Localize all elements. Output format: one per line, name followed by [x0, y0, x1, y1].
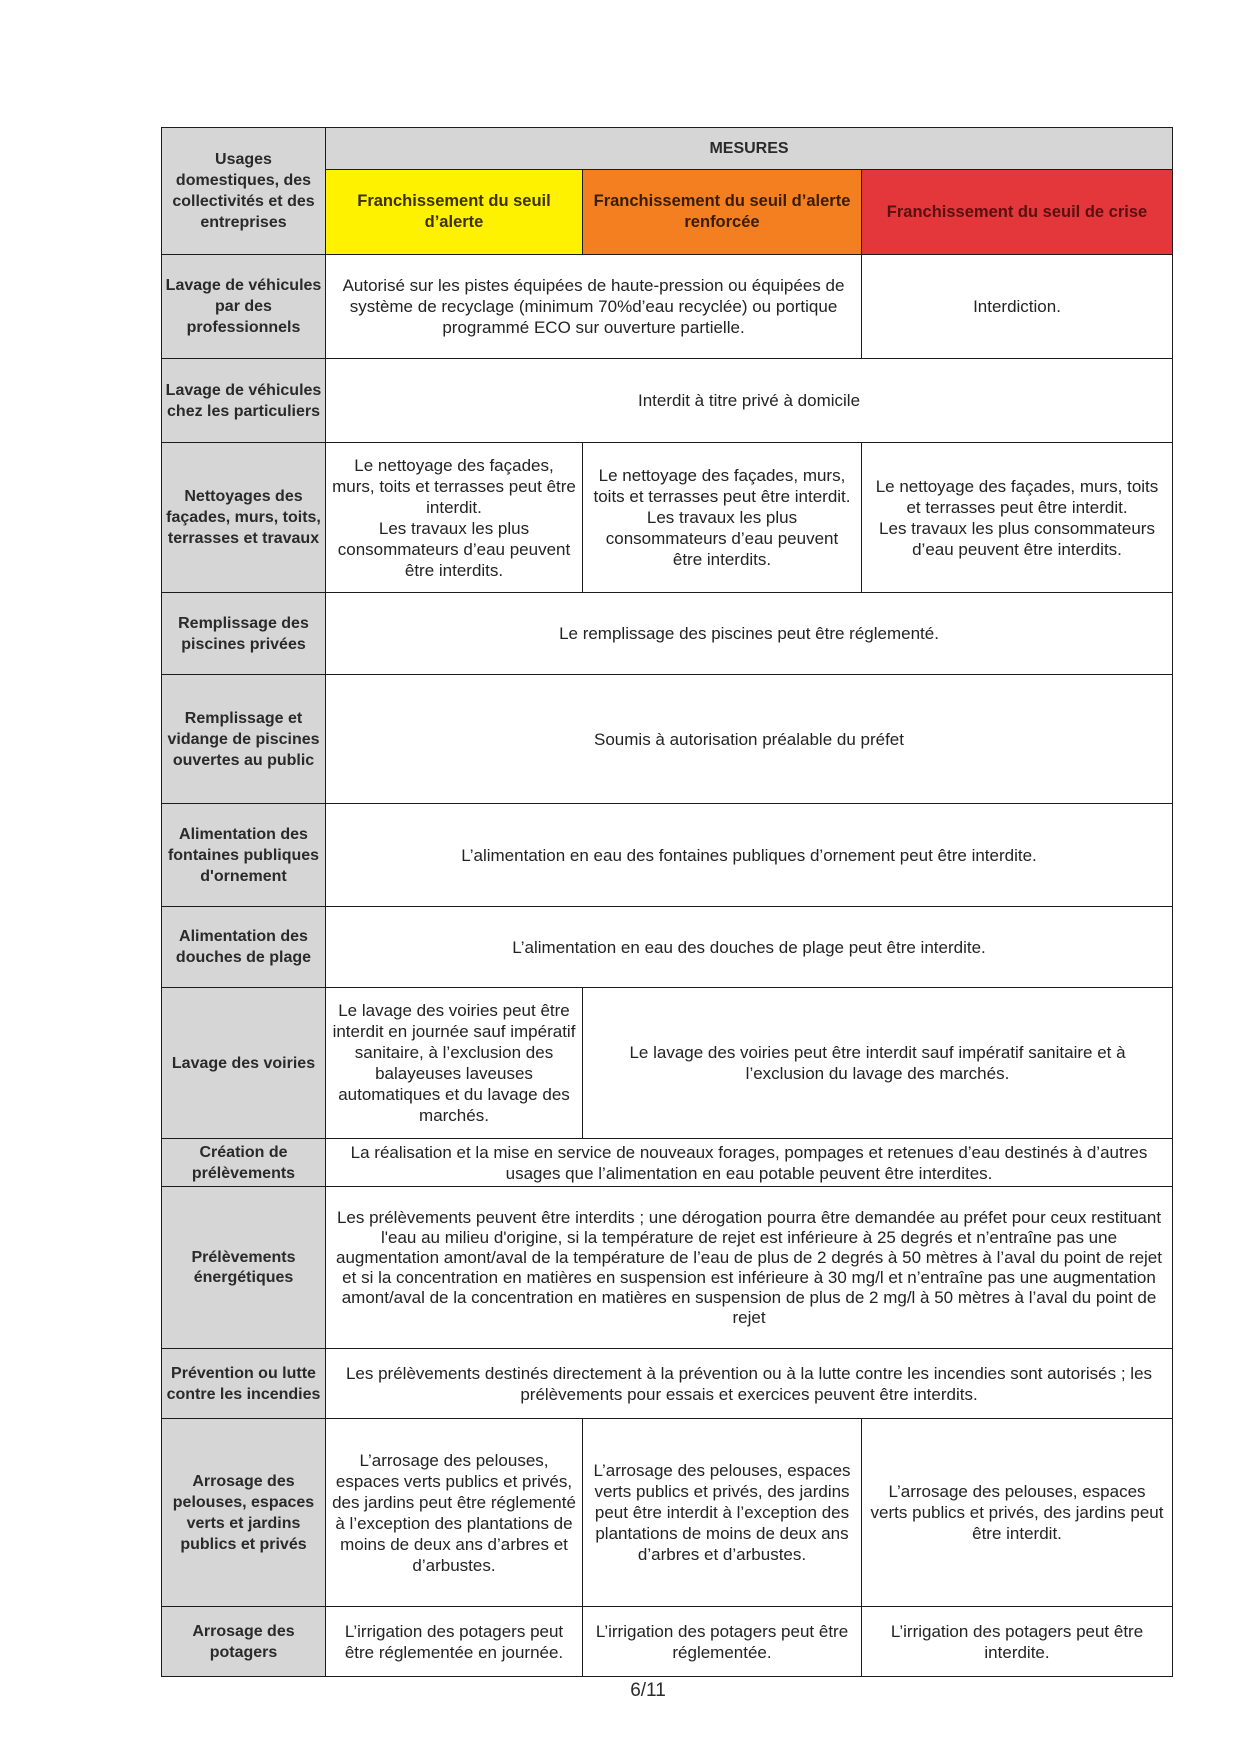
measure-alerte: [326, 443, 583, 593]
usage-label: Alimentation des douches de plage: [162, 907, 326, 988]
row-fontaines-ornement: [162, 804, 1173, 907]
measure-text: Interdiction.: [973, 297, 1061, 316]
usage-label: Arrosage des potagers: [162, 1607, 326, 1677]
measure-alerte-renforcee: [583, 1419, 862, 1607]
row-arrosage-espaces-verts: [162, 1419, 1173, 1607]
measure-all-levels: [326, 1187, 1173, 1349]
measure-alerte: [326, 1607, 583, 1677]
measure-text: L’arrosage des pelouses, espaces verts publics et privés, des jardins peut être interdit.: [870, 1482, 1164, 1543]
measure-text: Le lavage des voiries peut être interdit en journée sauf impératif sanitaire, à l’exclusion des balayeuses laveuses automatiques et du lavage des marchés.: [332, 1001, 576, 1125]
usage-column-header: Usages domestiques, des collectivités et des entreprises: [162, 128, 326, 255]
measure-alerte-and-renforcee: [326, 255, 862, 359]
row-lavage-vehicules-particuliers: [162, 359, 1173, 443]
level-header-alerte: Franchissement du seuil d’alerte: [326, 170, 583, 255]
row-incendies: [162, 1349, 1173, 1419]
measure-text: La réalisation et la mise en service de nouveaux forages, pompages et retenues d’eau destinés à d’autres usages que l’alimentation en eau potable peuvent être interdites.: [350, 1142, 1148, 1183]
measure-text: Les prélèvements peuvent être interdits ; une dérogation pourra être demandée au préfet pour ceux restituant l'eau au milieu d'origine, si la température de rejet est inférieure à 25 degrés et n’entraîne pas une augmentation amont/aval de la température de l’eau de plus de 2 degrés à 50 mètres à l’aval du point de rejet et si la concentration en matières en suspension est inférieure à 30 mg/l et n’entraîne pas une augmentation amont/aval de la concentration en matières en suspension de plus de 2 mg/l à 50 mètres à l’aval du point de rejet: [336, 1207, 1162, 1327]
usage-label: Lavage de véhicules chez les particuliers: [162, 359, 326, 443]
level-header-alerte-renforcee: Franchissement du seuil d’alerte renforcée: [583, 170, 862, 255]
measure-text: Les travaux les plus consommateurs d’eau peuvent être interdits.: [879, 518, 1155, 559]
measure-crise: [862, 1607, 1173, 1677]
usage-label: Nettoyages des façades, murs, toits, terrasses et travaux: [162, 443, 326, 593]
usage-label: Prélèvements énergétiques: [162, 1187, 326, 1349]
measure-text: Autorisé sur les pistes équipées de haute-pression ou équipées de système de recyclage (minimum 70%d’eau recyclée) ou portique programmé ECO sur ouverture partielle.: [342, 276, 845, 337]
measure-text: Le remplissage des piscines peut être réglementé.: [559, 624, 939, 643]
measure-text: Le nettoyage des façades, murs, toits et terrasses peut être interdit.: [875, 476, 1159, 517]
row-piscines-publiques: [162, 675, 1173, 804]
measure-all-levels: [326, 593, 1173, 675]
row-nettoyage-facades: [162, 443, 1173, 593]
measure-text: L’irrigation des potagers peut être réglementée en journée.: [344, 1621, 564, 1662]
measure-alerte-renforcee: [583, 1607, 862, 1677]
measure-all-levels: [326, 359, 1173, 443]
level-header-crise: Franchissement du seuil de crise: [862, 170, 1173, 255]
row-lavage-voiries: [162, 988, 1173, 1139]
measure-all-levels: [326, 1349, 1173, 1419]
measure-all-levels: [326, 675, 1173, 804]
measure-text: L’alimentation en eau des douches de plage peut être interdite.: [512, 937, 986, 957]
measure-alerte: [326, 988, 583, 1139]
page-number: 6/11: [630, 1680, 666, 1701]
row-piscines-privees: [162, 593, 1173, 675]
measures-header: MESURES: [326, 128, 1173, 170]
usage-label: Prévention ou lutte contre les incendies: [162, 1349, 326, 1419]
measure-renforcee-and-crise: [583, 988, 1173, 1139]
row-creation-prelevements: [162, 1139, 1173, 1187]
usage-label: Lavage de véhicules par des professionnels: [162, 255, 326, 359]
measure-text: L’irrigation des potagers peut être réglementée.: [595, 1621, 849, 1662]
usage-label: Remplissage et vidange de piscines ouvertes au public: [162, 675, 326, 804]
usage-label: Remplissage des piscines privées: [162, 593, 326, 675]
usage-label: Lavage des voiries: [162, 988, 326, 1139]
row-lavage-vehicules-professionnels: [162, 255, 1173, 359]
row-prelevements-energetiques: [162, 1187, 1173, 1349]
measure-text: L’arrosage des pelouses, espaces verts publics et privés, des jardins peut être interdit à l’exception des plantations de moins de deux ans d’arbres et d’arbustes.: [593, 1461, 851, 1564]
measure-all-levels: [326, 804, 1173, 907]
measure-text: Interdit à titre privé à domicile: [637, 391, 861, 410]
measure-text: L’irrigation des potagers peut être interdite.: [890, 1621, 1144, 1662]
measure-text: Soumis à autorisation préalable du préfet: [594, 729, 904, 749]
measure-all-levels: [326, 1139, 1173, 1187]
measure-crise: [862, 1419, 1173, 1607]
usage-label: Alimentation des fontaines publiques d'ornement: [162, 804, 326, 907]
measure-text: Les travaux les plus consommateurs d’eau peuvent être interdits.: [337, 518, 571, 580]
measure-text: L’alimentation en eau des fontaines publiques d’ornement peut être interdite.: [461, 845, 1037, 865]
measure-alerte-renforcee: [583, 443, 862, 593]
measure-text: Les prélèvements destinés directement à la prévention ou à la lutte contre les incendies sont autorisés ; les prélèvements pour essais et exercices peuvent être interdits.: [345, 1363, 1153, 1404]
restriction-measures-table: [161, 127, 1173, 1677]
measure-text: Le nettoyage des façades, murs, toits et terrasses peut être interdit.: [593, 466, 851, 506]
measure-text: Les travaux les plus consommateurs d’eau peuvent être interdits.: [605, 508, 839, 569]
row-douches-plage: [162, 907, 1173, 988]
measure-text: Le nettoyage des façades, murs, toits et terrasses peut être interdit.: [332, 455, 576, 517]
measure-alerte: [326, 1419, 583, 1607]
measure-text: L’arrosage des pelouses, espaces verts publics et privés, des jardins peut être réglementé à l’exception des plantations de moins de deux ans d’arbres et d’arbustes.: [332, 1450, 576, 1575]
usage-label: Création de prélèvements: [162, 1139, 326, 1187]
measure-all-levels: [326, 907, 1173, 988]
measure-crise: [862, 255, 1173, 359]
usage-label: Arrosage des pelouses, espaces verts et jardins publics et privés: [162, 1419, 326, 1607]
measure-crise: [862, 443, 1173, 593]
row-arrosage-potagers: [162, 1607, 1173, 1677]
measure-text: Le lavage des voiries peut être interdit sauf impératif sanitaire et à l’exclusion du lavage des marchés.: [629, 1043, 1126, 1083]
header-row-measures: [162, 128, 1173, 170]
